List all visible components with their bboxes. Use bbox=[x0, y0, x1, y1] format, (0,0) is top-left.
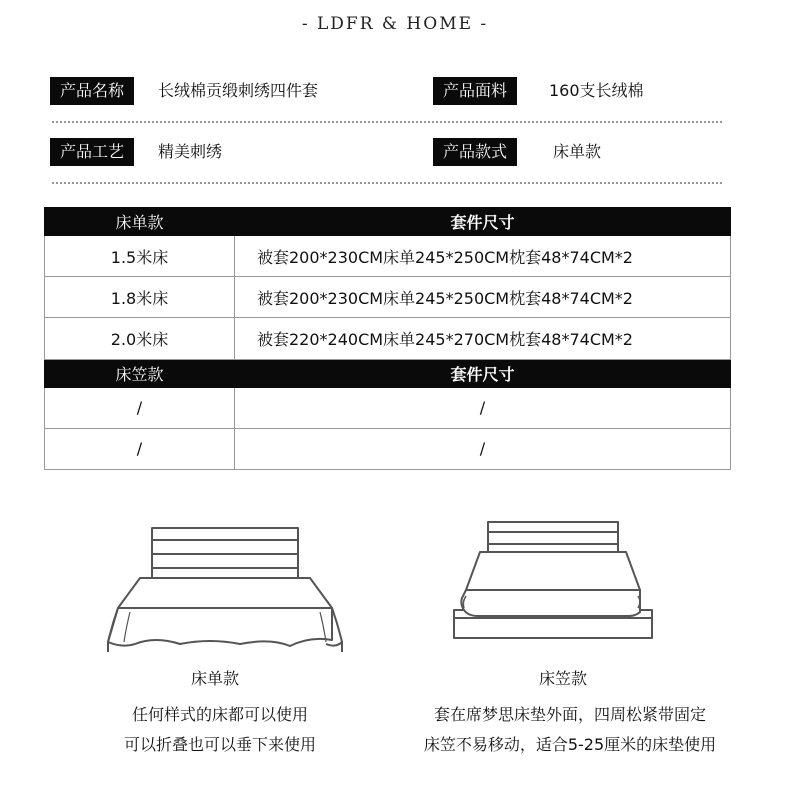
sheet-header-size: 套件尺寸 bbox=[235, 208, 731, 236]
dotted-divider bbox=[52, 121, 722, 123]
bed-size-cell: 1.5米床 bbox=[45, 236, 235, 277]
product-craft-label: 产品工艺 bbox=[50, 138, 134, 166]
fitted-header-bed: 床笠款 bbox=[45, 359, 235, 387]
table-row bbox=[45, 428, 731, 469]
sheet-header-bed: 床单款 bbox=[45, 208, 235, 236]
set-size-cell: / bbox=[235, 428, 731, 469]
fitted-header-row bbox=[45, 359, 731, 387]
product-style-label: 产品款式 bbox=[433, 138, 517, 166]
table-row bbox=[45, 236, 731, 277]
table-row bbox=[45, 318, 731, 359]
bed-size-cell: 2.0米床 bbox=[45, 318, 235, 359]
dotted-divider bbox=[52, 182, 722, 184]
product-name-value: 长绒棉贡缎刺绣四件套 bbox=[158, 81, 319, 100]
bed-size-cell: 1.8米床 bbox=[45, 277, 235, 318]
sheet-header-row bbox=[45, 208, 731, 236]
bed-size-cell: / bbox=[45, 387, 235, 428]
product-fabric-label: 产品面料 bbox=[433, 77, 517, 105]
product-style-value: 床单款 bbox=[553, 142, 602, 161]
size-table bbox=[44, 207, 731, 470]
fitted-sheet-caption-line1: 套在席梦思床垫外面，四周松紧带固定 bbox=[433, 705, 706, 724]
product-fabric-value: 160支长绒棉 bbox=[549, 81, 644, 100]
flat-sheet-caption-line2: 可以折叠也可以垂下来使用 bbox=[123, 735, 316, 754]
set-size-cell: / bbox=[235, 387, 731, 428]
fitted-header-size: 套件尺寸 bbox=[235, 359, 731, 387]
fitted-sheet-caption-title: 床笠款 bbox=[538, 669, 587, 688]
fitted-sheet-caption-line2: 床笠不易移动，适合5-25厘米的床垫使用 bbox=[423, 735, 717, 754]
set-size-cell: 被套220*240CM床单245*270CM枕套48*74CM*2 bbox=[235, 318, 731, 359]
product-name-label: 产品名称 bbox=[50, 77, 134, 105]
fitted-sheet-bed-icon bbox=[448, 518, 658, 646]
table-row bbox=[45, 387, 731, 428]
brand-title: - LDFR & HOME - bbox=[301, 14, 489, 34]
bed-size-cell: / bbox=[45, 428, 235, 469]
set-size-cell: 被套200*230CM床单245*250CM枕套48*74CM*2 bbox=[235, 277, 731, 318]
set-size-cell: 被套200*230CM床单245*250CM枕套48*74CM*2 bbox=[235, 236, 731, 277]
table-row bbox=[45, 277, 731, 318]
flat-sheet-caption-line1: 任何样式的床都可以使用 bbox=[131, 705, 308, 724]
flat-sheet-caption-title: 床单款 bbox=[190, 669, 239, 688]
flat-sheet-bed-icon bbox=[100, 520, 350, 660]
product-craft-value: 精美刺绣 bbox=[158, 142, 223, 161]
